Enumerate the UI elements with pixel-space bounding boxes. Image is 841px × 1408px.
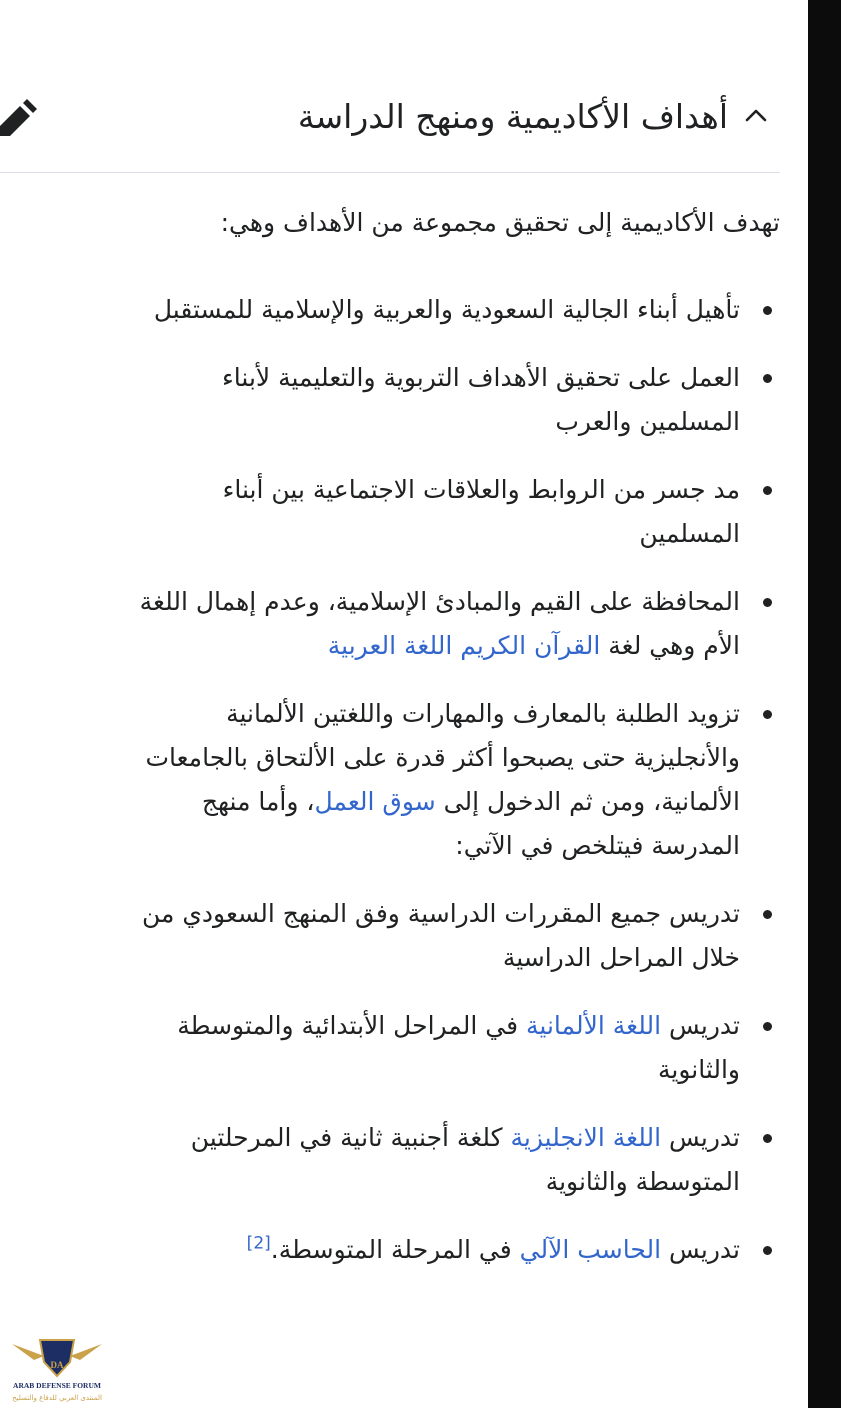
link-quran[interactable]: القرآن الكريم	[460, 631, 601, 660]
section-header[interactable]	[0, 84, 772, 148]
list-item: المحافظة على القيم والمبادئ الإسلامية، وعدم إهمال اللغة الأم وهي لغة القرآن الكريم اللغة العربية	[0, 580, 780, 668]
section-title: أهداف الأكاديمية ومنهج الدراسة	[297, 96, 728, 136]
bullet	[763, 1134, 772, 1143]
scroll-rail	[808, 0, 841, 1408]
link-arabic-language[interactable]: اللغة العربية	[327, 631, 453, 660]
list-item: تزويد الطلبة بالمعارف والمهارات واللغتين الألمانية والأنجليزية حتى يصبحوا أكثر قدرة على الألتحاق بالجامعات الألمانية، ومن ثم الدخول إلى سوق العمل، وأما منهج المدرسة فيتلخص في الآتي:	[0, 692, 780, 868]
bullet	[763, 486, 772, 495]
list-item: مد جسر من الروابط والعلاقات الاجتماعية بين أبناء المسلمين	[0, 468, 780, 556]
list-item: العمل على تحقيق الأهداف التربوية والتعليمية لأبناء المسلمين والعرب	[0, 356, 780, 444]
list-item: تأهيل أبناء الجالية السعودية والعربية والإسلامية للمستقبل	[0, 288, 780, 332]
chevron-up-icon[interactable]	[740, 100, 772, 132]
reference-link[interactable]: [2]	[246, 1233, 271, 1254]
bullet	[763, 374, 772, 383]
watermark-logo	[4, 1332, 110, 1408]
link-german-language[interactable]: اللغة الألمانية	[526, 1011, 662, 1040]
bullet	[763, 1246, 772, 1255]
bullet	[763, 1022, 772, 1031]
intro-paragraph: تهدف الأكاديمية إلى تحقيق مجموعة من الأهداف وهي:	[220, 208, 780, 237]
pencil-icon[interactable]	[0, 96, 40, 136]
list-item: تدريس اللغة الألمانية في المراحل الأبتدائية والمتوسطة والثانوية	[0, 1004, 780, 1092]
list-item: تدريس جميع المقررات الدراسية وفق المنهج السعودي من خلال المراحل الدراسية	[0, 892, 780, 980]
arab-defense-forum-logo	[4, 1332, 110, 1408]
goals-list	[0, 288, 780, 1296]
bullet	[763, 710, 772, 719]
link-english-language[interactable]: اللغة الانجليزية	[510, 1123, 662, 1152]
list-item: تدريس الحاسب الآلي في المرحلة المتوسطة.[2]	[0, 1228, 780, 1272]
link-labor-market[interactable]: سوق العمل	[314, 787, 436, 816]
svg-text:المنتدى العربي للدفاع والتسليح: المنتدى العربي للدفاع والتسليح	[12, 1394, 102, 1402]
bullet	[763, 306, 772, 315]
link-computer[interactable]: الحاسب الآلي	[519, 1235, 662, 1264]
svg-text:ARAB DEFENSE FORUM: ARAB DEFENSE FORUM	[13, 1381, 101, 1390]
section-divider	[0, 172, 780, 173]
bullet	[763, 910, 772, 919]
list-item: تدريس اللغة الانجليزية كلغة أجنبية ثانية في المرحلتين المتوسطة والثانوية	[0, 1116, 780, 1204]
bullet	[763, 598, 772, 607]
svg-text:DA: DA	[50, 1360, 64, 1370]
